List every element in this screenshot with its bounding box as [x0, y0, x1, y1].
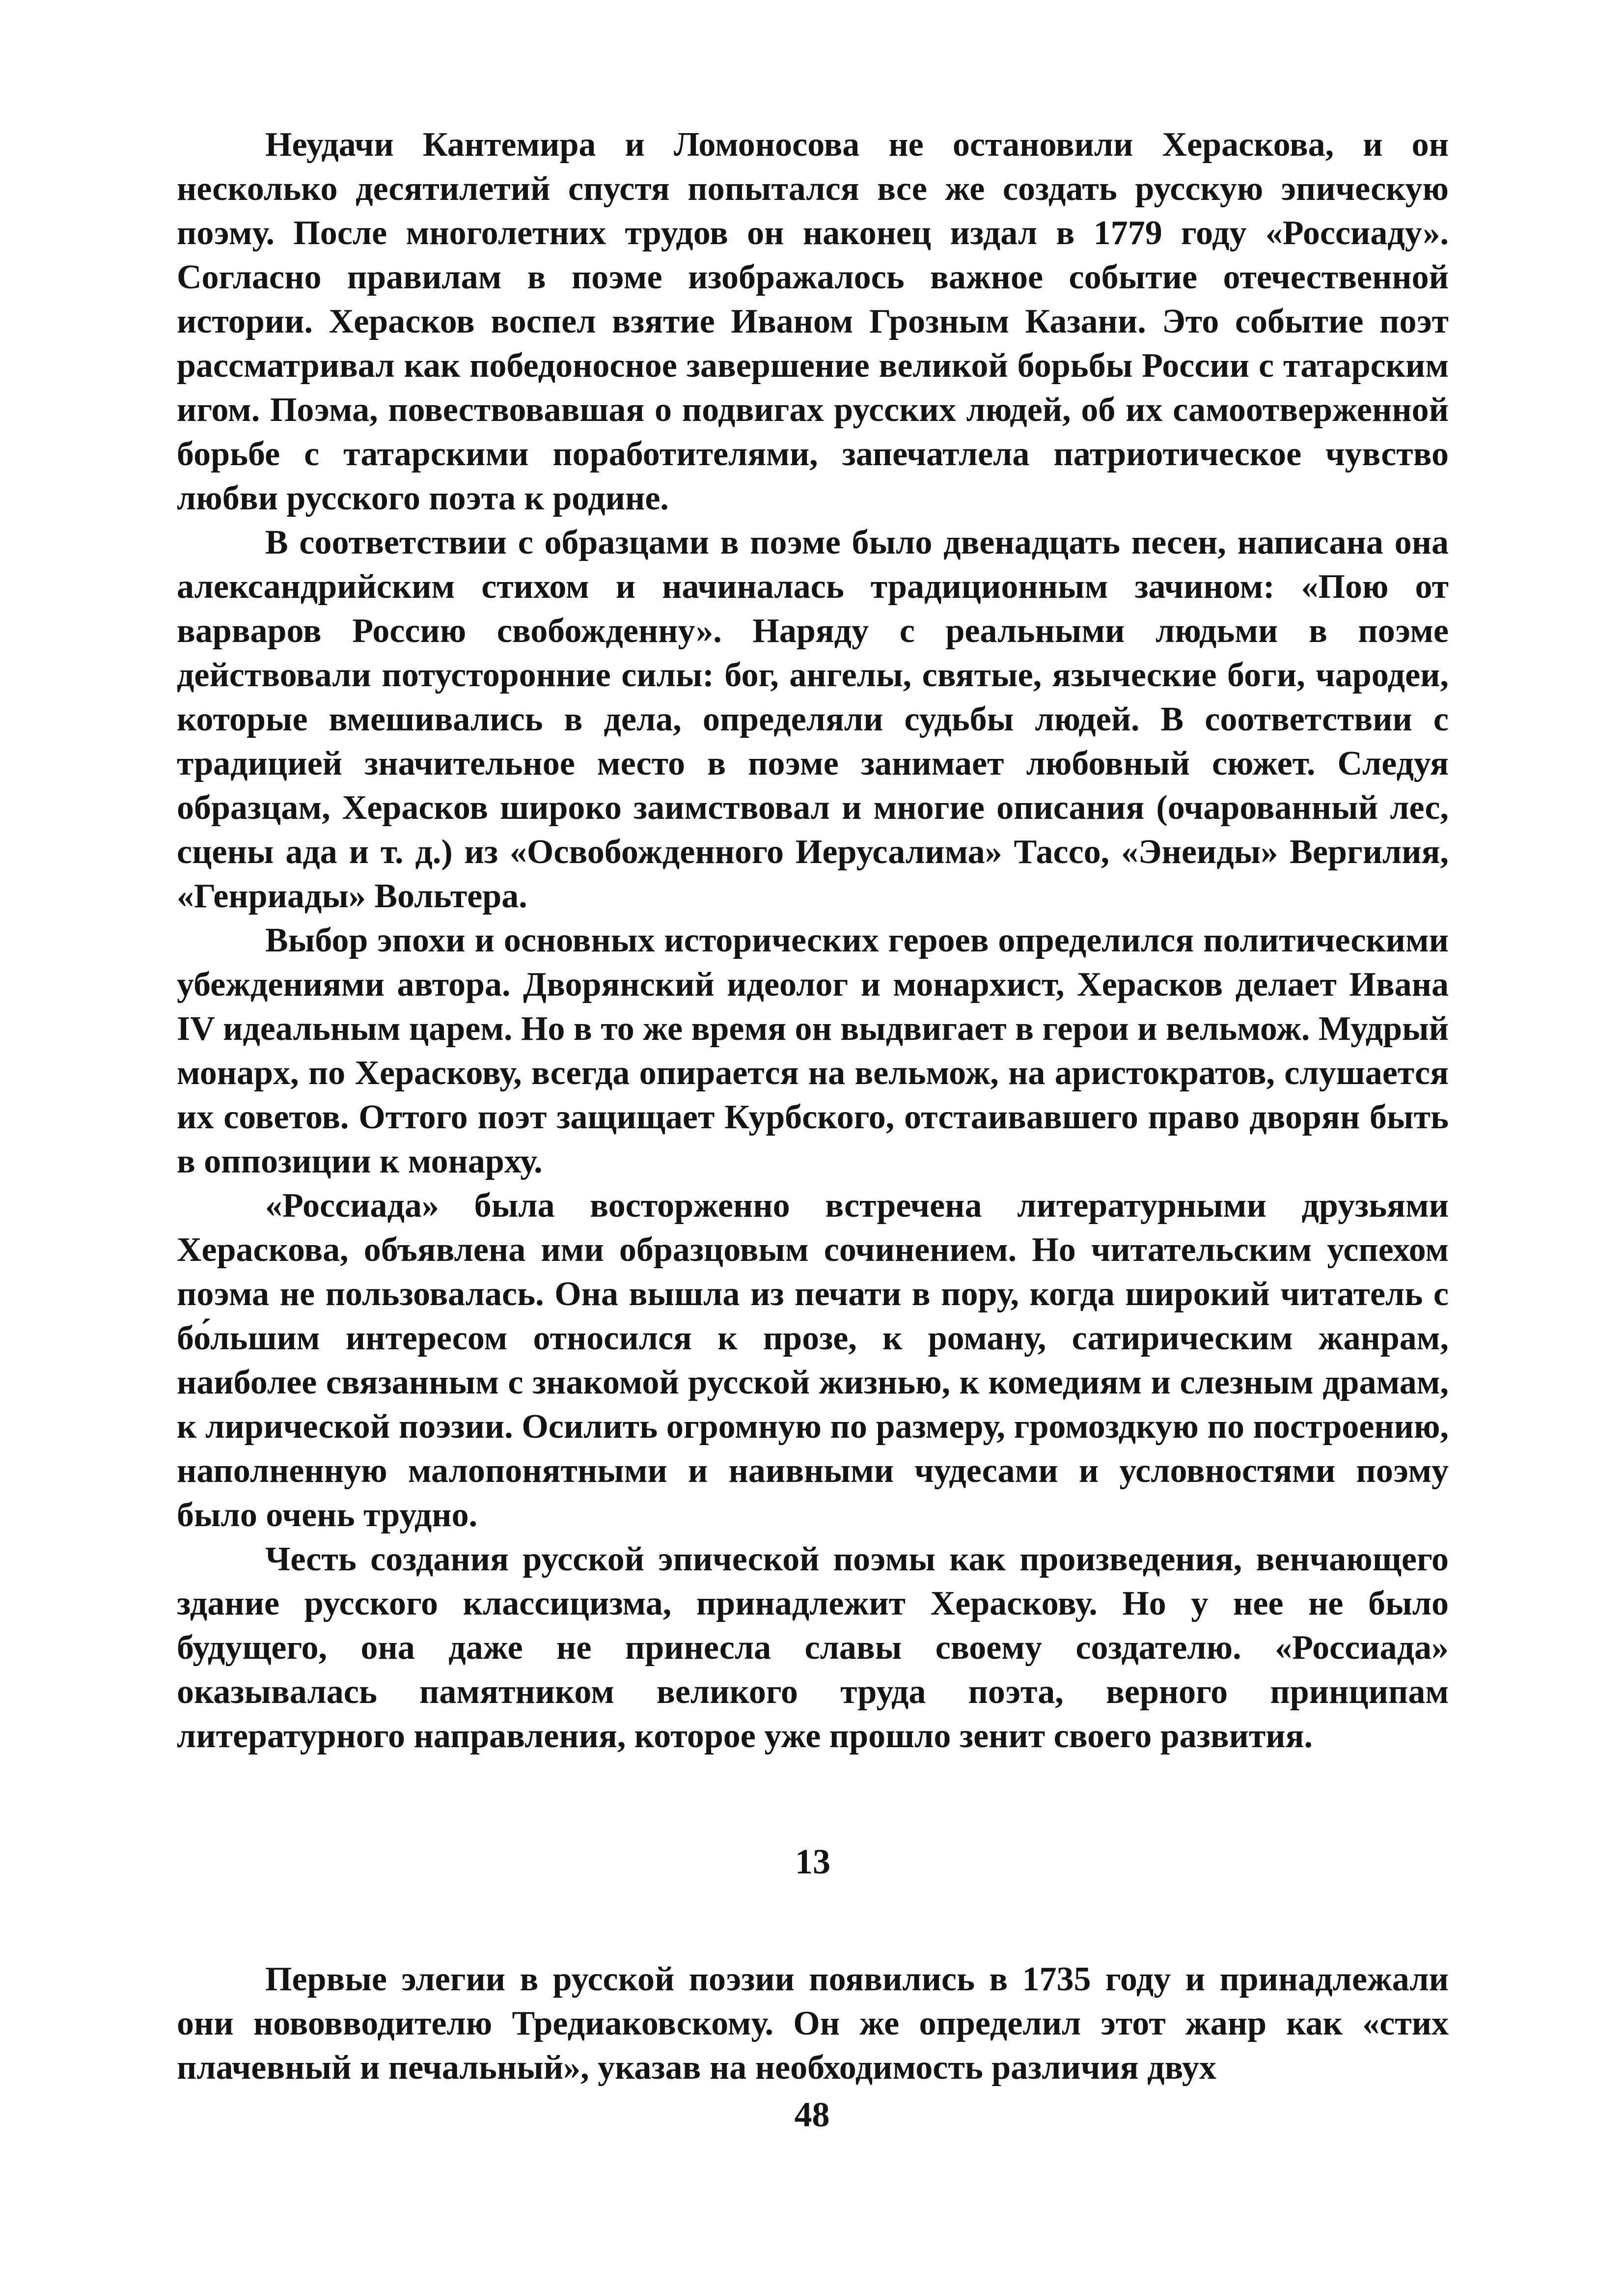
paragraph-5: Честь создания русской эпической поэмы как произведения, венчающего здание русского классицизма, принадлежит Хераскову. Но у нее не было будущего, она даже не принесла славы своему создателю. «Россиада» оказывалась памятником великого труда поэта, верного принципам литературного направления, которое уже прошло зенит своего развития.: [177, 1540, 1449, 1755]
page-number: 48: [794, 2095, 830, 2134]
paragraph-2: В соответствии с образцами в поэме было двенадцать песен, написана она александрийским стихом и начиналась традиционным зачином: «Пою от варваров Россию свобожденну». Наряду с реальными людьми в поэме действовали потусторонние силы: бог, ангелы, святые, языческие боги, чародеи, которые вмешивались в дела, определяли судьбы людей. В соответствии с традицией значительное место в поэме занимает любовный сюжет. Следуя образцам, Херасков широко заимствовал и многие описания (очарованный лес, сцены ада и т. д.) из «Освобожденного Иерусалима» Тассо, «Энеиды» Вергилия, «Генриады» Вольтера.: [177, 524, 1449, 915]
section-number: 13: [795, 1842, 830, 1881]
section-paragraph: Первые элегии в русской поэзии появились в 1735 году и принадлежали они нововводителю Тредиаковскому. Он же определил этот жанр как «стих плачевный и печальный», указав на необходимость различия двух: [177, 1960, 1449, 2087]
page-body: [177, 123, 1449, 2090]
paragraph-3: Выбор эпохи и основных исторических героев определился политическими убеждениями автора. Дворянский идеолог и монархист, Херасков делает Ивана IV идеальным царем. Но в то же время он выдвигает в герои и вельмож. Мудрый монарх, по Хераскову, всегда опирается на вельмож, на аристократов, слушается их советов. Оттого поэт защищает Курбского, отстаивавшего право дворян быть в оппозиции к монарху.: [177, 921, 1449, 1180]
paragraph-4: «Россиада» была восторженно встречена литературными друзьями Хераскова, объявлена ими образцовым сочинением. Но читательским успехом поэма не пользовалась. Она вышла из печати в пору, когда широкий читатель с бо́льшим интересом относился к прозе, к роману, сатирическим жанрам, наиболее связанным с знакомой русской жизнью, к комедиям и слезным драмам, к лирической поэзии. Осилить огромную по размеру, громоздкую по построению, наполненную малопонятными и наивными чудесами и условностями поэму было очень трудно.: [177, 1187, 1449, 1534]
paragraph-1: Неудачи Кантемира и Ломоносова не остановили Хераскова, и он несколько десятилетий спустя попытался все же создать русскую эпическую поэму. После многолетних трудов он наконец издал в 1779 году «Россиаду». Согласно правилам в поэме изображалось важное событие отечественной истории. Херасков воспел взятие Иваном Грозным Казани. Это событие поэт рассматривал как победоносное завершение великой борьбы России с татарским игом. Поэма, повествовавшая о подвигах русских людей, об их самоотверженной борьбе с татарскими поработителями, запечатлела патриотическое чувство любви русского поэта к родине.: [177, 126, 1449, 517]
